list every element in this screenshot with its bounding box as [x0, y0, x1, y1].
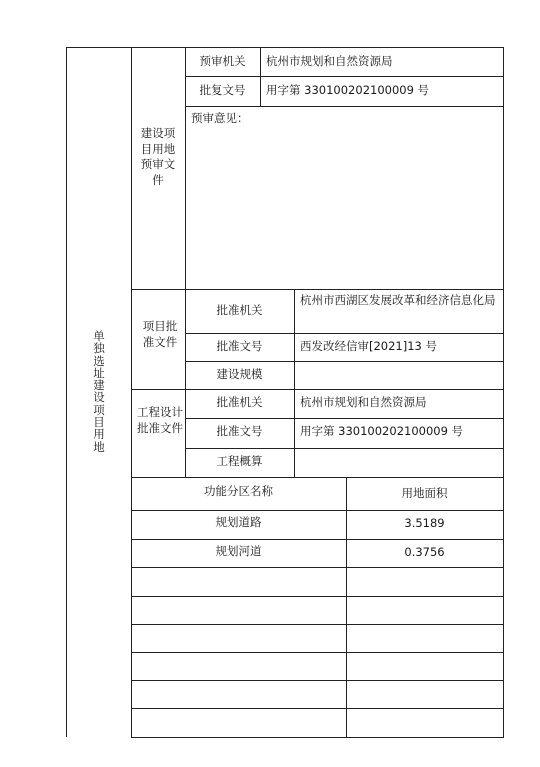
project-doc-no-value: 西发改经信审[2021]13 号: [300, 339, 438, 353]
zone-line-7: [131, 680, 504, 681]
zone-row-name: 规划河道: [215, 544, 262, 558]
zone-line-3: [131, 567, 504, 568]
outer-vertical-label: 单独选址建设项目用地: [93, 329, 105, 454]
engineering-approval-section-label: 工程设计批准文件: [137, 405, 183, 435]
zone-line-2: [131, 539, 504, 540]
project-doc-no-label: 批准文号: [216, 339, 263, 353]
col-line-b: [185, 47, 186, 477]
row-line-8: [185, 448, 504, 449]
zone-line-4: [131, 596, 504, 597]
frame-left-line: [66, 47, 67, 737]
preliminary-authority-label: 预审机关: [199, 54, 246, 68]
row-line-6: [131, 389, 504, 390]
row-line-5: [185, 361, 504, 362]
preliminary-authority-value: 杭州市规划和自然资源局: [266, 54, 393, 68]
zone-row-name: 规划道路: [215, 515, 262, 529]
project-authority-label: 批准机关: [216, 303, 263, 317]
engineering-budget-label: 工程概算: [216, 454, 263, 468]
row-line-9: [131, 477, 504, 478]
col-line-c: [260, 47, 261, 107]
engineering-doc-no-value: 用字第 330100202100009 号: [300, 424, 464, 438]
preliminary-approval-no-value: 用字第 330100202100009 号: [266, 83, 430, 97]
engineering-authority-label: 批准机关: [216, 395, 263, 409]
project-scale-label: 建设规模: [216, 367, 263, 381]
frame-bottom-line: [131, 737, 504, 738]
frame-right-line: [503, 47, 504, 737]
zone-area-header: 用地面积: [401, 486, 448, 500]
zone-name-header: 功能分区名称: [204, 484, 273, 498]
col-line-a: [131, 47, 132, 737]
zone-line-5: [131, 624, 504, 625]
row-line-4: [185, 333, 504, 334]
row-line-7: [185, 418, 504, 419]
zone-line-1: [131, 510, 504, 511]
project-approval-section-label: 项目批准文件: [142, 319, 178, 349]
zone-line-6: [131, 652, 504, 653]
row-line-3: [131, 289, 504, 290]
project-authority-value: 杭州市西湖区发展改革和经济信息化局: [300, 293, 496, 307]
zone-line-8: [131, 708, 504, 709]
row-line-2: [185, 106, 504, 107]
row-line-1: [185, 76, 504, 77]
zone-row-area: 3.5189: [404, 516, 445, 530]
preliminary-section-label: 建设项目用地预审文件: [140, 126, 176, 187]
zone-row-area: 0.3756: [404, 545, 445, 559]
engineering-doc-no-label: 批准文号: [216, 424, 263, 438]
preliminary-approval-no-label: 批复文号: [199, 83, 246, 97]
preliminary-opinion-label: 预审意见：: [191, 111, 249, 125]
engineering-authority-value: 杭州市规划和自然资源局: [300, 395, 427, 409]
